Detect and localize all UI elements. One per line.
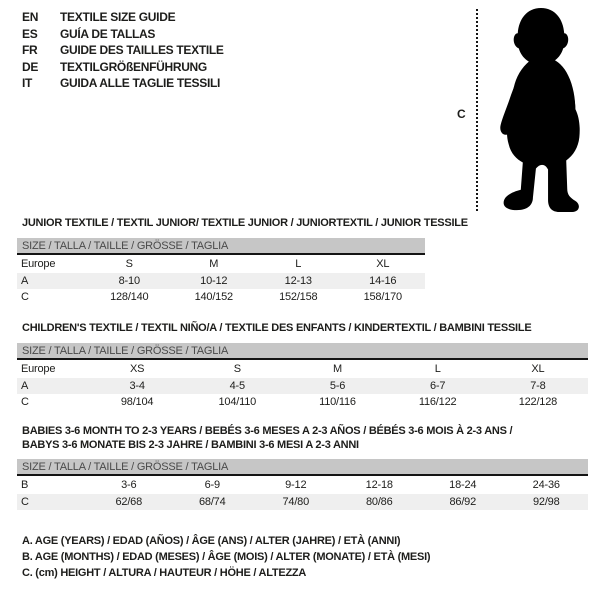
table-row [17, 394, 588, 410]
language-row-en [22, 9, 224, 26]
size-header-bar: SIZE / TALLA / TAILLE / GRÖSSE / TAGLIA [17, 343, 588, 360]
table-row [17, 494, 588, 510]
age-cell: 10-12 [200, 275, 228, 287]
height-cell: 128/140 [110, 291, 149, 303]
section-title-line1: BABIES 3-6 MONTH TO 2-3 YEARS / BEBÉS 3-6 MESES A 2-3 AÑOS / BÉBÉS 3-6 MOIS À 2-3 ANS / [22, 425, 513, 437]
language-row-it [22, 75, 224, 92]
language-list [22, 9, 224, 92]
height-dotted-line [476, 9, 478, 211]
height-cell: 158/170 [363, 291, 402, 303]
section-title-line2: BABYS 3-6 MONATE BIS 2-3 JAHRE / BAMBINI 3-6 MESI A 2-3 ANNI [22, 439, 359, 451]
table-row [17, 360, 588, 378]
children-size-table [17, 360, 588, 410]
height-cell: 116/122 [418, 396, 457, 408]
size-cell: XL [376, 258, 390, 270]
height-cell: 68/74 [198, 496, 226, 508]
height-cell: 62/68 [115, 496, 143, 508]
height-label: C [457, 107, 466, 121]
row-label: C [21, 396, 29, 408]
row-label: Europe [21, 258, 56, 270]
size-cell: XL [531, 363, 545, 375]
language-code: IT [22, 76, 33, 90]
language-title: GUIDA ALLE TAGLIE TESSILI [60, 76, 221, 90]
age-cell: 5-6 [329, 380, 346, 392]
table-row [17, 255, 425, 273]
height-cell: 98/104 [120, 396, 154, 408]
baby-silhouette-icon [487, 6, 599, 218]
age-cell: 9-12 [285, 479, 307, 491]
height-cell: 80/86 [365, 496, 393, 508]
row-label: A [21, 275, 29, 287]
table-row [17, 273, 425, 289]
language-code: FR [22, 43, 38, 57]
height-cell: 152/158 [279, 291, 318, 303]
section-children [17, 321, 588, 410]
row-label: C [21, 496, 29, 508]
section-junior [17, 216, 468, 305]
age-cell: 18-24 [449, 479, 477, 491]
table-row [17, 476, 588, 494]
age-cell: 3-6 [121, 479, 137, 491]
table-row [17, 378, 588, 394]
age-cell: 3-4 [129, 380, 145, 392]
age-cell: 7-8 [530, 380, 546, 392]
age-cell: 12-18 [365, 479, 393, 491]
section-title: CHILDREN'S TEXTILE / TEXTIL NIÑO/A / TEXTILE DES ENFANTS / KINDERTEXTIL / BAMBINI TESSILE [22, 322, 532, 334]
height-cell: 92/98 [532, 496, 560, 508]
height-cell: 122/128 [518, 396, 558, 408]
language-title: TEXTILE SIZE GUIDE [60, 10, 176, 24]
language-title: TEXTILGRÖßENFÜHRUNG [60, 59, 207, 74]
age-cell: 24-36 [532, 479, 560, 491]
legend-notes [22, 533, 430, 581]
age-cell: 14-16 [369, 275, 397, 287]
language-row-de [22, 59, 224, 76]
size-cell: L [295, 258, 302, 270]
age-cell: 6-7 [430, 380, 446, 392]
size-cell: L [434, 363, 441, 375]
note-age-months: B. AGE (MONTHS) / EDAD (MESES) / ÂGE (MOIS) / ALTER (MONATE) / ETÀ (MESI) [22, 551, 431, 563]
language-code: DE [22, 59, 39, 74]
height-cell: 86/92 [449, 496, 477, 508]
table-row [17, 289, 425, 305]
row-label: Europe [21, 363, 56, 375]
size-header-bar: SIZE / TALLA / TAILLE / GRÖSSE / TAGLIA [17, 238, 425, 255]
language-title: GUIDE DES TAILLES TEXTILE [60, 43, 224, 57]
note-age-years: A. AGE (YEARS) / EDAD (AÑOS) / ÂGE (ANS) / ALTER (JAHRE) / ETÀ (ANNI) [22, 535, 401, 547]
language-title: GUÍA DE TALLAS [60, 26, 156, 41]
size-cell: M [209, 258, 219, 270]
size-cell: XS [129, 363, 145, 375]
size-header-bar: SIZE / TALLA / TAILLE / GRÖSSE / TAGLIA [17, 459, 588, 476]
row-label: A [21, 380, 29, 392]
section-babies [17, 424, 588, 510]
language-row-es [22, 26, 224, 43]
height-cell: 104/110 [218, 396, 257, 408]
section-title: JUNIOR TEXTILE / TEXTIL JUNIOR/ TEXTILE JUNIOR / JUNIORTEXTIL / JUNIOR TESSILE [22, 217, 468, 229]
babies-size-table [17, 476, 588, 510]
age-cell: 12-13 [284, 275, 312, 287]
age-cell: 6-9 [204, 479, 220, 491]
junior-size-table [17, 255, 425, 305]
baby-figure [440, 4, 600, 218]
height-cell: 74/80 [282, 496, 310, 508]
row-label: B [21, 479, 29, 491]
age-cell: 4-5 [229, 380, 245, 392]
language-code: EN [22, 10, 39, 24]
size-cell: S [125, 258, 133, 270]
height-cell: 140/152 [194, 291, 233, 303]
language-code: ES [22, 26, 38, 41]
note-height-cm: C. (cm) HEIGHT / ALTURA / HAUTEUR / HÖHE / ALTEZZA [22, 567, 307, 579]
height-cell: 110/116 [319, 396, 356, 408]
age-cell: 8-10 [118, 275, 140, 287]
language-row-fr [22, 42, 224, 59]
size-cell: M [332, 363, 342, 375]
row-label: C [21, 291, 29, 303]
size-cell: S [233, 363, 241, 375]
